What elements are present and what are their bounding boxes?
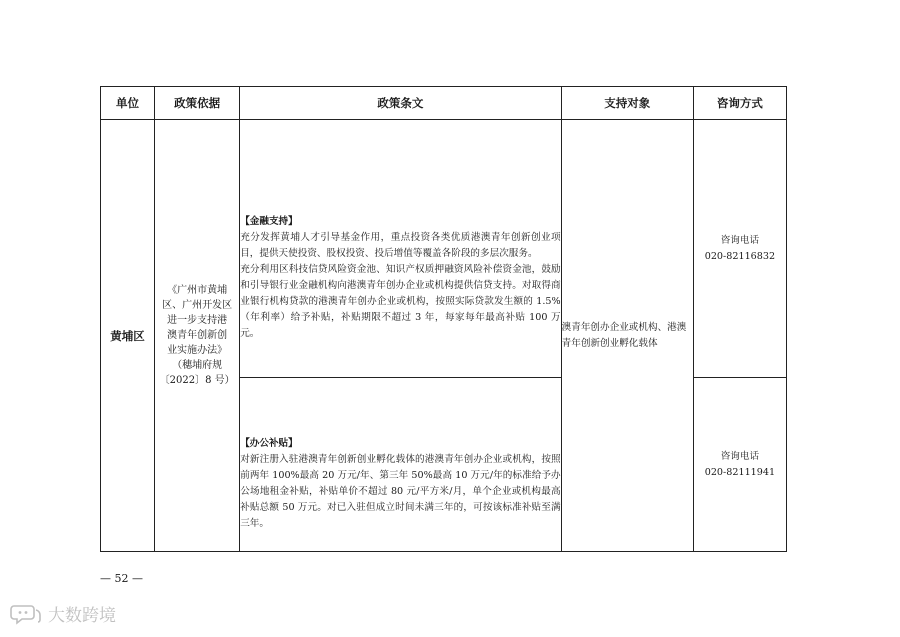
contact-cell-finance — [693, 120, 786, 378]
contact-phone: 020-82111941 — [704, 466, 776, 478]
policy-text-cell-office — [240, 378, 561, 552]
unit-cell: 黄埔区 — [101, 120, 155, 552]
watermark-text: 大数跨境 — [48, 606, 116, 626]
header-basis: 政策依据 — [155, 87, 240, 120]
policy-table — [100, 86, 787, 552]
table-header-row — [101, 87, 787, 120]
contact-cell-office — [693, 378, 786, 552]
page-number: — 52 — — [100, 572, 143, 585]
policy-text-cell-finance — [240, 120, 561, 378]
section-title-office: 【办公补贴】 — [240, 437, 298, 449]
policy-basis-cell — [155, 120, 240, 552]
support-target-cell: 澳青年创办企业或机构、港澳青年创新创业孵化载体 — [561, 120, 693, 552]
basis-line: 业实施办法》 — [167, 345, 228, 356]
header-contact: 咨询方式 — [693, 87, 786, 120]
table-row — [101, 120, 787, 378]
basis-line: 澳青年创新创 — [167, 330, 228, 341]
header-target: 支持对象 — [561, 87, 693, 120]
policy-paragraph: 充分发挥黄埔人才引导基金作用，重点投资各类优质港澳青年创新创业项目，提供天使投资、股权投资、投后增值等覆盖各阶段的多层次服务。 — [240, 231, 561, 259]
watermark — [10, 601, 116, 626]
basis-line: 进一步支持港 — [167, 315, 228, 326]
basis-line: 区、广州开发区 — [162, 300, 233, 311]
chat-bubble-logo-icon — [10, 603, 42, 625]
header-text: 政策条文 — [240, 87, 561, 120]
header-unit: 单位 — [101, 87, 155, 120]
basis-line: （穗埔府规 — [172, 360, 223, 371]
contact-phone: 020-82116832 — [704, 250, 776, 262]
contact-label: 咨询电话 — [720, 450, 760, 462]
section-title-finance: 【金融支持】 — [240, 215, 298, 227]
basis-line: 〔2022〕8 号） — [159, 375, 235, 386]
contact-label: 咨询电话 — [720, 234, 760, 246]
policy-paragraph: 对新注册入驻港澳青年创新创业孵化载体的港澳青年创办企业或机构，按照前两年 100%最高 20 万元/年、第三年 50%最高 10 万元/年的标准给予办公场地租金补贴，补贴单价不超过 80 元/平方米/月，单个企业或机构最高补贴总额 50 万元。对已入驻但成立时间未满三年的，可按该标准补贴至满三年。 — [240, 453, 561, 529]
policy-paragraph: 充分利用区科技信贷风险资金池、知识产权质押融资风险补偿资金池，鼓励和引导银行业金融机构向港澳青年创办企业或机构提供信贷支持。对取得商业银行机构贷款的港澳青年创办企业或机构，按照实际贷款发生额的 1.5%（年利率）给予补贴，补贴期限不超过 3 年，每家每年最高补贴 100 万元。 — [240, 263, 561, 339]
basis-line: 《广州市黄埔 — [167, 285, 228, 296]
